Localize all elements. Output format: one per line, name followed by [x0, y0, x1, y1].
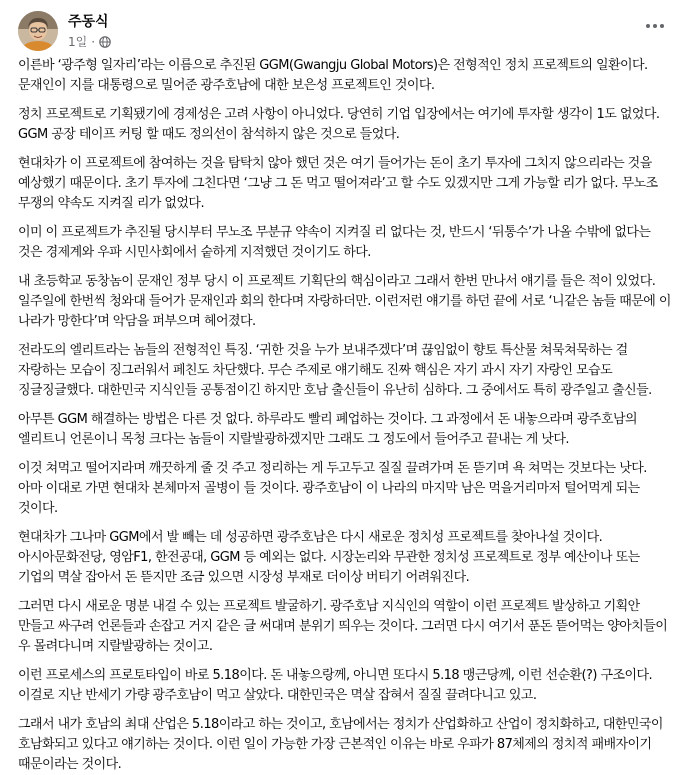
post-paragraph: 전라도의 엘리트라는 놈들의 전형적인 특징. ‘귀한 것을 누가 보내주겠다’며 끊임없이 향토 특산물 쳐묵쳐묵하는 걸 자랑하는 모습이 징그러워서 페친도 차단했다. 무슨 주제로 얘기해도 진짜 핵심은 자기 과시 자기 자랑인 모습도 징글징글했다. 대한민국 지식인들 공통점이긴 하지만 호남 출신들이 유난히 심하다. 그 중에서도 특히 광주일고 출신들. — [18, 343, 652, 398]
post-paragraph: 아무튼 GGM 해결하는 방법은 다른 것 없다. 하루라도 빨리 폐업하는 것이다. 그 과정에서 돈 내놓으라며 광주호남의 엘리트니 언론이니 목청 크다는 놈들이 지랄발광하겠지만 그래도 그 정도에서 들어주고 끝내는 게 낫다. — [18, 412, 637, 447]
post-paragraph: 그래서 내가 호남의 최대 산업은 5.18이라고 하는 것이고, 호남에서는 정치가 산업화하고 산업이 정치화하고, 대한민국이 호남화되고 있다고 얘기하는 것이다. 이런 일이 가능한 가장 근본적인 이유는 바로 우파가 87체제의 정치적 패배자이기 때문이라는 것이다. — [18, 717, 663, 772]
post-paragraph: 이미 이 프로젝트가 추진될 당시부터 무노조 무분규 약속이 지켜질 리 없다는 것, 반드시 ‘뒤통수’가 나올 수밖에 없다는 것은 경제계와 우파 시민사회에서 숱하게 지적했던 것이기도 하다. — [18, 225, 651, 260]
author-name[interactable]: 주동식 — [68, 14, 109, 30]
meta-separator: · — [91, 34, 96, 49]
post-paragraph: 현대차가 그나마 GGM에서 발 빼는 데 성공하면 광주호남은 다시 새로운 정치성 프로젝트를 찾아나설 것이다. 아시아문화전당, 영암F1, 한전공대, GGM 등 예외는 없다. 시장논리와 무관한 정치성 프로젝트로 정부 예산이나 또는 기업의 멱살 잡아서 돈 뜯지만 조금 있으면 시장성 부재로 더이상 버티기 어려워진다. — [18, 530, 640, 585]
post-header — [18, 0, 671, 56]
globe-icon[interactable] — [99, 36, 111, 48]
post-paragraph: 이른바 ‘광주형 일자리’라는 이름으로 추진된 GGM(Gwangju Global Motors)은 전형적인 정치 프로젝트의 일환이다. 문재인이 지를 대통령으로 밀어준 광주호남에 대한 보은성 프로젝트인 것이다. — [18, 58, 648, 93]
post-paragraph: 이런 프로세스의 프로토타입이 바로 5.18이다. 돈 내놓으랑께, 아니면 또다시 5.18 맹근당께, 이런 선순환(?) 구조이다. 이걸로 지난 반세기 가량 광주호남이 먹고 살았다. 대한민국은 멱살 잡혀서 질질 끌려다니고 있고. — [18, 668, 653, 703]
post-paragraph: 이것 쳐먹고 떨어지라며 깨끗하게 줄 것 주고 정리하는 게 두고두고 질질 끌려가며 돈 뜯기며 욕 쳐먹는 것보다는 낫다. 아마 이대로 가면 현대차 본체마저 골병이 들 것이다. 광주호남이 이 나라의 마지막 남은 먹을거리마저 털어먹게 되는 것이다. — [18, 461, 647, 516]
more-horizontal-icon — [646, 24, 664, 28]
post-paragraph: 정치 프로젝트로 기획됐기에 경제성은 고려 사항이 아니었다. 당연히 기업 입장에서는 여기에 투자할 생각이 1도 없었다. GGM 공장 테이프 커팅 할 때도 정의선이 참석하지 않은 것으로 들었다. — [18, 107, 660, 142]
post-meta — [68, 33, 111, 50]
post-time[interactable]: 1일 — [68, 35, 88, 49]
post-paragraph: 그러면 다시 새로운 명분 내걸 수 있는 프로젝트 발굴하기. 광주호남 지식인의 역할이 이런 프로젝트 발상하고 기획안 만들고 싸구려 언론들과 손잡고 거지 같은 글 써대며 분위기 띄우는 것이다. 그러면 다시 여기서 푼돈 뜯어먹는 양아치들이 우 몰려다니며 지랄발광하는 것이고. — [18, 599, 668, 654]
post-paragraph: 내 초등학교 동창놈이 문재인 정부 당시 이 프로젝트 기획단의 핵심이라고 그래서 한번 만나서 얘기를 들은 적이 있었다. 일주일에 한번씩 청와대 들어가 문재인과 회의 한다며 자랑하더만. 이런저런 얘기를 하던 끝에 서로 ‘니같은 놈들 때문에 이 나라가 망한다’며 악담을 퍼부으며 헤어졌다. — [18, 274, 671, 329]
post-paragraph: 현대차가 이 프로젝트에 참여하는 것을 탐탁치 않아 했던 것은 여기 들어가는 돈이 초기 투자에 그치지 않으리라는 것을 예상했기 때문이다. 초기 투자에 그친다면 ‘그냥 그 돈 먹고 떨어져라’고 할 수도 있겠지만 그게 가능할 리가 없다. 무노조 무쟁의 약속도 지켜질 리가 없었다. — [18, 156, 658, 211]
post-body — [18, 56, 671, 775]
author-avatar[interactable] — [18, 11, 58, 51]
more-options-button[interactable] — [639, 14, 671, 38]
avatar-portrait-icon — [18, 11, 58, 51]
